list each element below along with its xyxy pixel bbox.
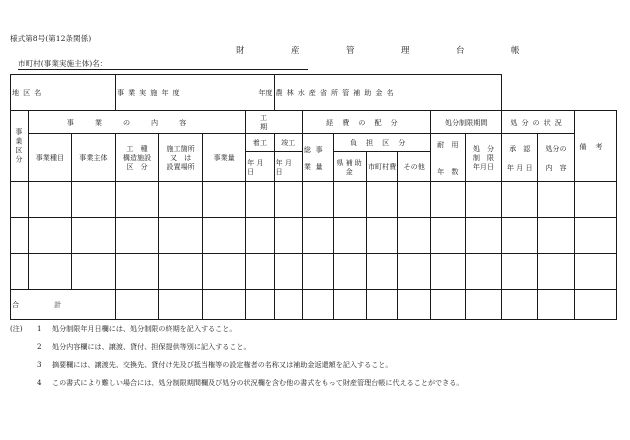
completion-date-header: 年 月 日: [274, 152, 302, 182]
location-header: 施工箇所 又 は 設置場所: [159, 134, 203, 182]
property-ledger-table: [10, 74, 617, 320]
document-title: 財 産 管 理 台 帳: [236, 46, 539, 56]
disposal-content-header: 処分の 内 容: [538, 134, 575, 182]
disposal-period-group-header: 処分制限期間: [430, 111, 501, 134]
disposal-status-group-header: 処分の状況: [502, 111, 574, 134]
business-category-header: 事業区分: [11, 111, 29, 182]
burden-group-header: 負担区分: [334, 134, 431, 152]
note-item: 2 処分内容欄には、譲渡、貸付、担保提供等別に記入すること。: [37, 342, 251, 351]
municipality-label: 市町村(事業実施主体)名：: [18, 59, 108, 68]
info-row: [11, 75, 617, 111]
subsidy-name-field[interactable]: 農林水産省所管補助金名: [274, 75, 502, 111]
total-row: [11, 290, 617, 320]
business-amount-header: 事業量: [203, 134, 246, 182]
district-label: 地区名: [11, 75, 72, 111]
useful-life-header: 耐 用 年 数: [430, 134, 465, 182]
note-item: 3 摘要欄には、譲渡先、交換先、貸付け先及び抵当権等の設定権者の名称又は補助金返還額を記入すること。: [37, 360, 393, 369]
year-field[interactable]: 年度: [203, 75, 274, 111]
remarks-header: 備考: [574, 111, 616, 182]
table-row: [11, 218, 617, 254]
notes-head: (注): [10, 324, 23, 333]
header-row-1: [11, 111, 617, 134]
municipal-cost-header: 市町村費: [366, 152, 398, 182]
approval-date-header: 承 認 年 月 日: [502, 134, 538, 182]
year-label: 事業実施年度: [115, 75, 202, 111]
completion-header: 竣工: [274, 134, 302, 152]
notes-section: [10, 324, 620, 396]
business-entity-header: 事業主体: [71, 134, 115, 182]
municipality-field[interactable]: [18, 58, 308, 70]
form-number: 様式第8号(第12条関係): [10, 34, 92, 43]
header-row-2: [11, 134, 617, 152]
content-group-header: 事業の内容: [28, 111, 245, 134]
other-header: その他: [398, 152, 431, 182]
period-group-header: 工期: [246, 111, 303, 134]
prefectural-subsidy-header: 県補助金: [334, 152, 367, 182]
cost-group-header: 経費の配分: [302, 111, 430, 134]
table-row: [11, 254, 617, 290]
note-item: (注) 1 処分制限年月日欄には、処分制限の終期を記入すること。: [10, 324, 237, 333]
note-item: 4 この書式により難しい場合には、処分制限期間欄及び処分の状況欄を含む他の書式をもって財産管理台帳に代えることができる。: [37, 378, 464, 387]
facility-category-header: 工 種 構造施設 区 分: [115, 134, 158, 182]
business-type-header: 事業種目: [28, 134, 71, 182]
total-label: 合 計: [11, 290, 116, 320]
table-row: [11, 182, 617, 218]
total-header: 総 事 業 量: [302, 134, 334, 182]
district-field[interactable]: [71, 75, 115, 111]
start-date-header: 年 月 日: [246, 152, 274, 182]
start-header: 着工: [246, 134, 274, 152]
disposal-date-header: 処 分 制 限 年月日: [465, 134, 502, 182]
